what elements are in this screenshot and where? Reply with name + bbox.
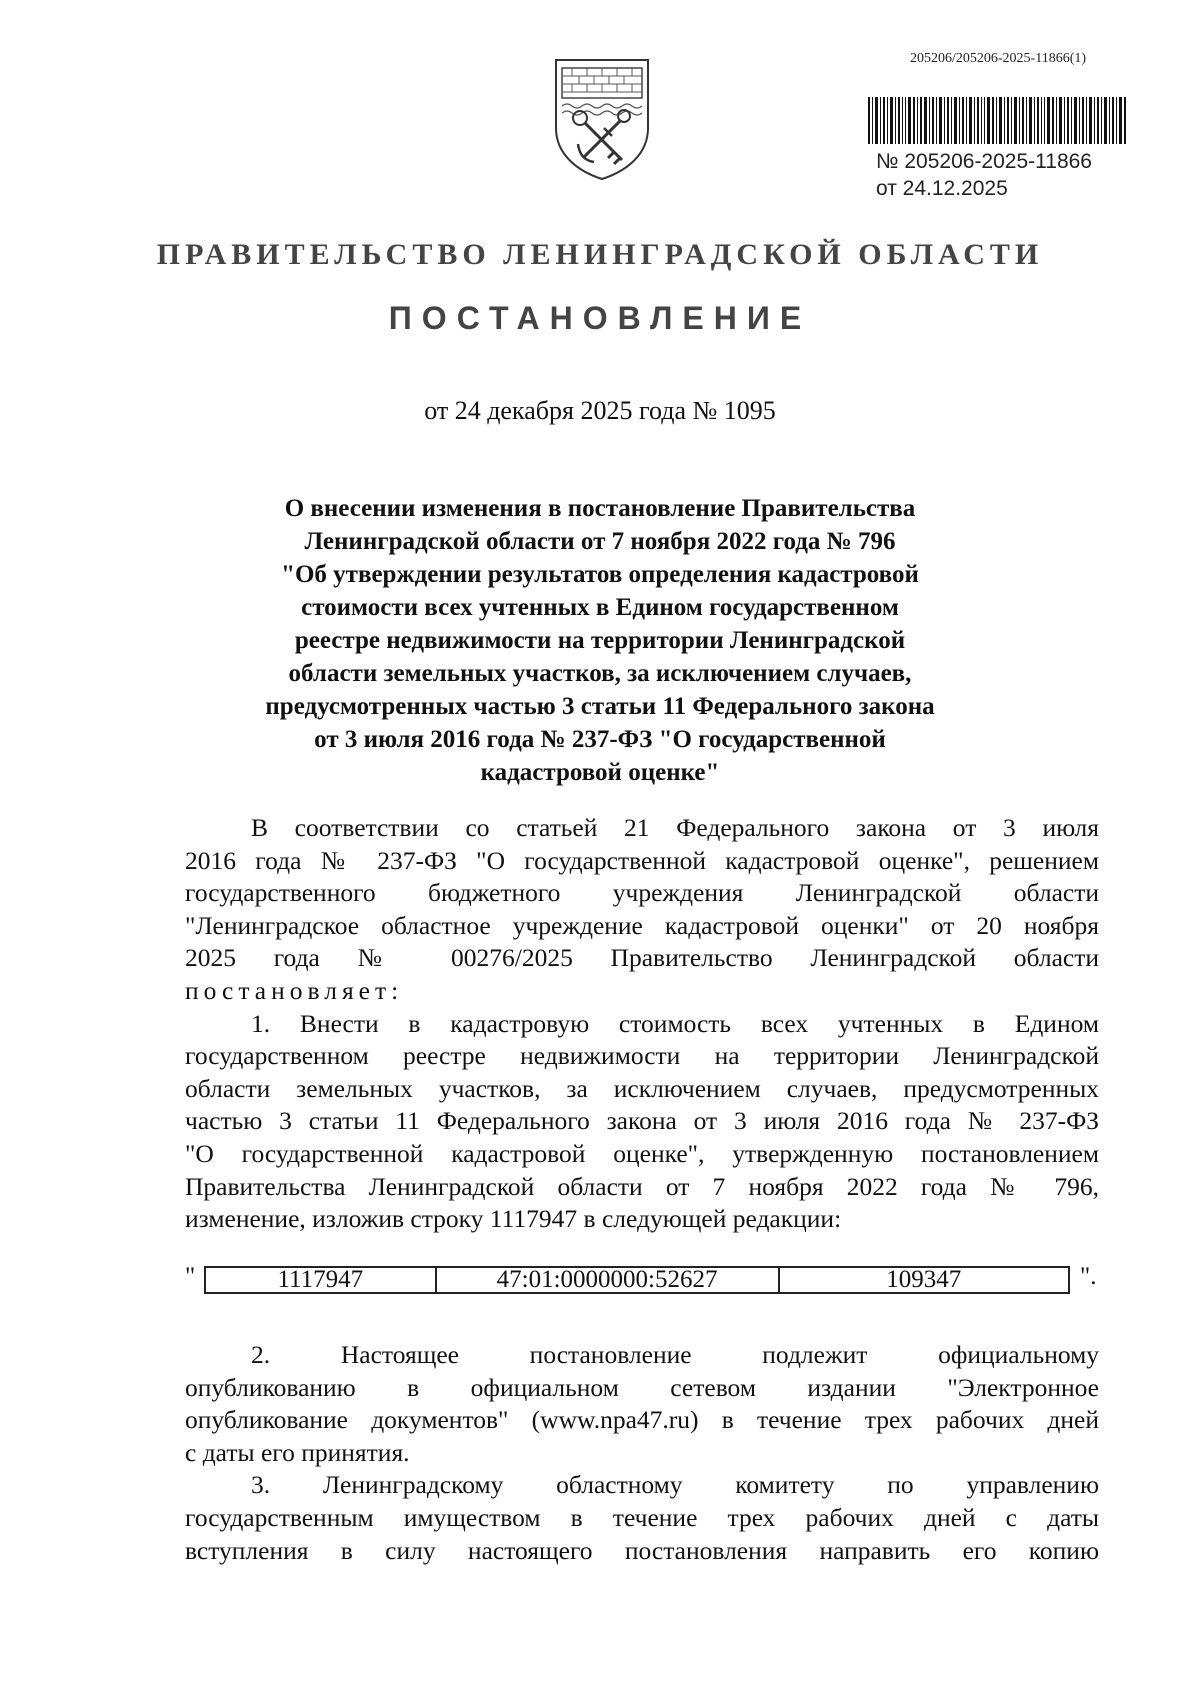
subject-line: "Об утверждении результатов определения кадастровой (281, 561, 919, 588)
subject-line: от 3 июля 2016 года № 237-ФЗ "О государственной (314, 726, 886, 753)
item1-line: государственном реестре недвижимости на территории Ленинградской (185, 1041, 1099, 1071)
item2-line: опубликованию в официальном сетевом издании "Электронное (185, 1372, 1099, 1402)
item2-line: с даты его принятия. (185, 1437, 410, 1467)
document-subject (240, 492, 960, 789)
item2-line: 2. Настоящее постановление подлежит официальному (251, 1340, 1099, 1369)
decree-word: постановляет: (185, 975, 404, 1005)
item1-line: "О государственной кадастровой оценке", утвержденную постановлением (185, 1138, 1099, 1168)
document-date-number: от 24 декабря 2025 года № 1095 (424, 396, 776, 425)
registration-number: № 205206-2025-11866 (876, 150, 1092, 173)
subject-line: Ленинградской области от 7 ноября 2022 года № 796 (304, 528, 896, 555)
body-section-1 (185, 812, 1099, 1236)
subject-line: реестре недвижимости на территории Ленинградской (294, 627, 906, 654)
coat-of-arms-emblem (552, 56, 652, 182)
document-type: ПОСТАНОВЛЕНИЕ (388, 300, 812, 336)
row-number-cell: 1117947 (205, 1267, 436, 1293)
item1-line: изменение, изложив строку 1117947 в следующей редакции: (185, 1204, 842, 1234)
subject-line: кадастровой оценке" (480, 759, 720, 786)
preamble-line: 2016 года № 237-ФЗ "О государственной кадастровой оценке", решением (185, 845, 1099, 875)
item2-line: опубликование документов" (www.npa47.ru) в течение трех рабочих дней (185, 1405, 1099, 1435)
document-id: 205206/205206-2025-11866(1) (910, 51, 1087, 66)
subject-line: О внесении изменения в постановление Правительства (284, 495, 916, 522)
quote-open: " (185, 1263, 196, 1290)
government-title: ПРАВИТЕЛЬСТВО ЛЕНИНГРАДСКОЙ ОБЛАСТИ (156, 238, 1044, 271)
preamble-line: государственного бюджетного учреждения Ленинградской области (185, 878, 1099, 908)
item3-line: вступления в силу настоящего постановления направить его копию (185, 1535, 1099, 1565)
quote-close: ". (1080, 1263, 1097, 1290)
registration-date: от 24.12.2025 (876, 177, 1008, 200)
preamble-line: 2025 года № 00276/2025 Правительство Ленинградской области (185, 943, 1099, 973)
cadastral-number-cell: 47:01:0000000:52627 (436, 1267, 779, 1293)
item1-line: области земельных участков, за исключением случаев, предусмотренных (185, 1073, 1099, 1103)
registration-block (876, 148, 1092, 202)
item3-line: государственным имуществом в течение трех рабочих дней с даты (185, 1502, 1099, 1532)
item1-line: 1. Внести в кадастровую стоимость всех учтенных в Едином (251, 1008, 1099, 1038)
item1-line: Правительства Ленинградской области от 7 ноября 2022 года № 796, (185, 1171, 1099, 1201)
amended-row-table (204, 1266, 1070, 1294)
barcode-image (868, 97, 1126, 144)
cadastral-value-cell: 109347 (779, 1267, 1069, 1293)
subject-line: стоимости всех учтенных в Едином государственном (301, 594, 899, 621)
amended-row (185, 1263, 1099, 1299)
item3-line: 3. Ленинградскому областному комитету по управлению (251, 1470, 1099, 1500)
subject-line: предусмотренных частью 3 статьи 11 Федерального закона (265, 693, 935, 720)
preamble-line: В соответствии со статьей 21 Федерального закона от 3 июля (251, 813, 1099, 842)
body-section-2 (185, 1339, 1099, 1567)
table-row (205, 1267, 1069, 1293)
preamble-line: "Ленинградское областное учреждение кадастровой оценки" от 20 ноября (185, 910, 1099, 940)
subject-line: области земельных участков, за исключением случаев, (288, 660, 912, 687)
item1-line: частью 3 статьи 11 Федерального закона от 3 июля 2016 года № 237-ФЗ (185, 1106, 1099, 1136)
